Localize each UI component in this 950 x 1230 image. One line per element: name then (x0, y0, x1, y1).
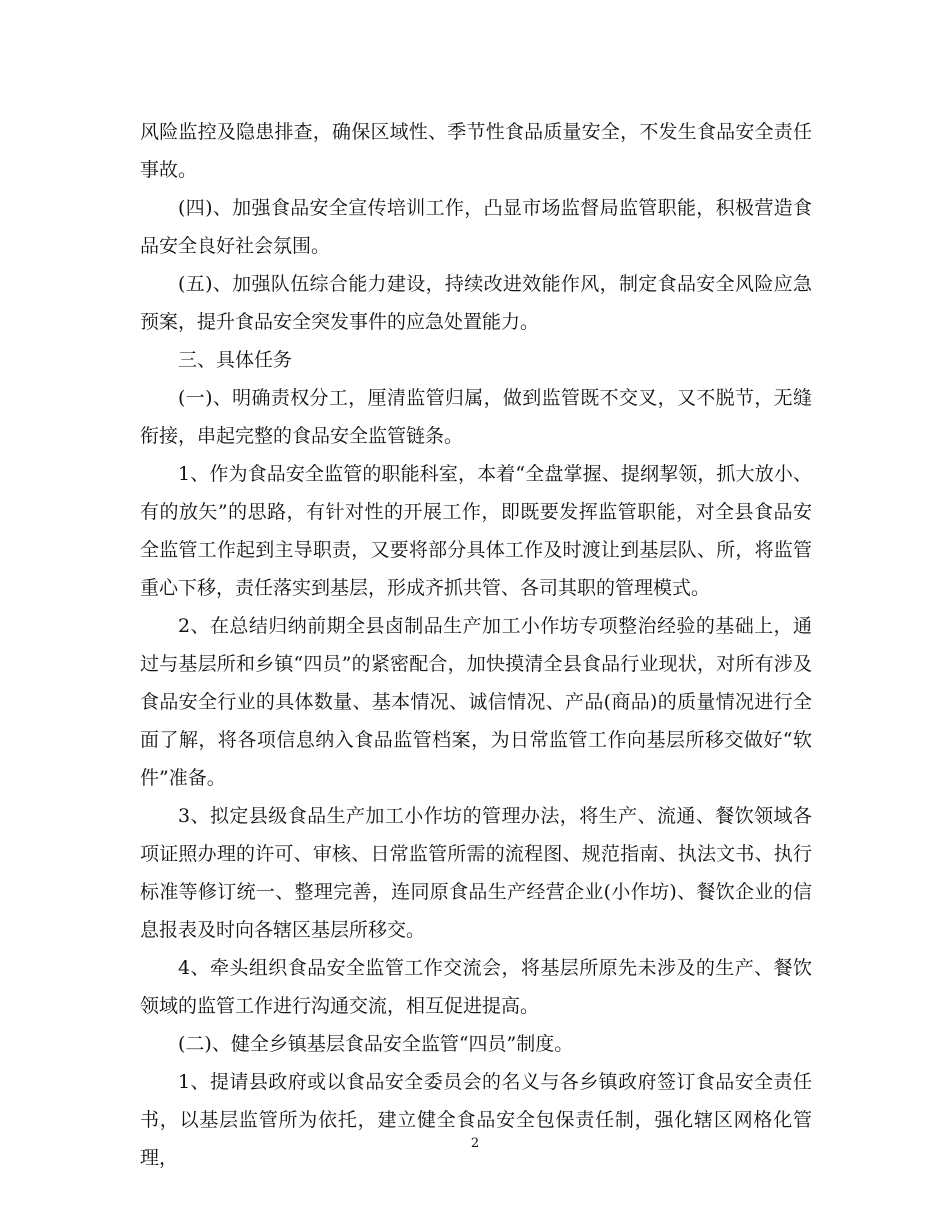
paragraph-3: (五)、加强队伍综合能力建设，持续改进效能作风，制定食品安全风险应急预案，提升食品安全突发事件的应急处置能力。 (140, 273, 812, 333)
document-body (140, 113, 812, 1177)
paragraph-6: 1、作为食品安全监管的职能科室，本着“全盘掌握、提纲挈领，抓大放小、有的放矢”的思路，有针对性的开展工作，即既要发挥监管职能，对全县食品安全监管工作起到主导职责，又要将部分具体工作及时渡让到基层队、所，将监管重心下移，责任落实到基层，形成齐抓共管、各司其职的管理模式。 (140, 463, 812, 599)
paragraph-10: (二)、健全乡镇基层食品安全监管“四员”制度。 (178, 1033, 574, 1055)
paragraph-9: 4、牵头组织食品安全监管工作交流会，将基层所原先未涉及的生产、餐饮领域的监管工作进行沟通交流，相互促进提高。 (140, 957, 812, 1017)
paragraph-8: 3、拟定县级食品生产加工小作坊的管理办法，将生产、流通、餐饮领域各项证照办理的许可、审核、日常监管所需的流程图、规范指南、执法文书、执行标准等修订统一、整理完善，连同原食品生产经营企业(小作坊)、餐饮企业的信息报表及时向各辖区基层所移交。 (140, 805, 812, 941)
paragraph-11: 1、提请县政府或以食品安全委员会的名义与各乡镇政府签订食品安全责任书，以基层监管所为依托，建立健全食品安全包保责任制，强化辖区网格化管理， (140, 1071, 812, 1169)
paragraph-7: 2、在总结归纳前期全县卤制品生产加工小作坊专项整治经验的基础上，通过与基层所和乡镇“四员”的紧密配合，加快摸清全县食品行业现状，对所有涉及食品安全行业的具体数量、基本情况、诚信情况、产品(商品)的质量情况进行全面了解，将各项信息纳入食品监管档案，为日常监管工作向基层所移交做好“软件”准备。 (140, 615, 812, 789)
paragraph-5: (一)、明确责权分工，厘清监管归属，做到监管既不交叉，又不脱节，无缝衔接，串起完整的食品安全监管链条。 (140, 387, 812, 447)
page-number: 2 (470, 1136, 480, 1151)
paragraph-1: 风险监控及隐患排查，确保区域性、季节性食品质量安全，不发生食品安全责任事故。 (140, 121, 812, 181)
paragraph-2: (四)、加强食品安全宣传培训工作，凸显市场监督局监管职能，积极营造食品安全良好社会氛围。 (140, 197, 812, 257)
section-heading-specific-tasks: 三、具体任务 (178, 349, 293, 371)
